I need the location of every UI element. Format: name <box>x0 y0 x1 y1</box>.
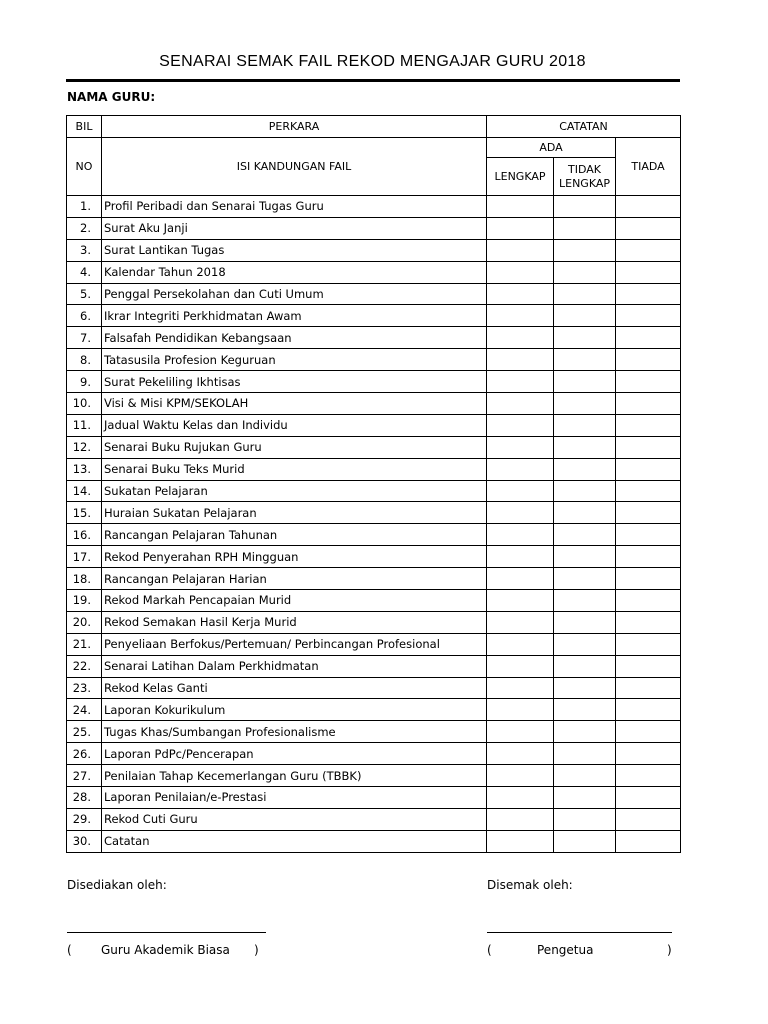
checklist-row <box>67 239 681 261</box>
tidak-lengkap-cell[interactable] <box>554 743 616 765</box>
row-item-text: Senarai Latihan Dalam Perkhidmatan <box>102 655 487 677</box>
header-tiada: TIADA <box>616 138 681 196</box>
row-item-text: Visi & Misi KPM/SEKOLAH <box>102 393 487 415</box>
tidak-lengkap-cell[interactable] <box>554 568 616 590</box>
checklist-row <box>67 546 681 568</box>
row-item-text: Rekod Semakan Hasil Kerja Murid <box>102 611 487 633</box>
tiada-cell[interactable] <box>616 787 681 809</box>
checked-open-paren: ( <box>487 943 492 957</box>
row-item-text: Huraian Sukatan Pelajaran <box>102 502 487 524</box>
checklist-row <box>67 524 681 546</box>
row-item-text: Penggal Persekolahan dan Cuti Umum <box>102 283 487 305</box>
checked-role: Pengetua <box>537 943 594 957</box>
row-number: 2. <box>67 217 102 239</box>
teacher-name-label: NAMA GURU: <box>67 90 156 104</box>
tidak-lengkap-cell[interactable] <box>554 327 616 349</box>
tiada-cell[interactable] <box>616 371 681 393</box>
checklist-row <box>67 217 681 239</box>
checklist-row <box>67 655 681 677</box>
lengkap-cell[interactable] <box>487 436 554 458</box>
tidak-lengkap-cell[interactable] <box>554 655 616 677</box>
row-number: 23. <box>67 677 102 699</box>
row-number: 14. <box>67 480 102 502</box>
row-item-text: Rekod Kelas Ganti <box>102 677 487 699</box>
tidak-lengkap-cell[interactable] <box>554 261 616 283</box>
header-perkara: PERKARA <box>102 116 487 138</box>
tiada-cell[interactable] <box>616 217 681 239</box>
tiada-cell[interactable] <box>616 436 681 458</box>
prepared-open-paren: ( <box>67 943 72 957</box>
lengkap-cell[interactable] <box>487 327 554 349</box>
tidak-lengkap-cell[interactable] <box>554 371 616 393</box>
page-title: SENARAI SEMAK FAIL REKOD MENGAJAR GURU 2018 <box>159 53 586 70</box>
lengkap-cell[interactable] <box>487 743 554 765</box>
tiada-cell[interactable] <box>616 393 681 415</box>
checked-by-label: Disemak oleh: <box>487 878 573 892</box>
row-item-text: Catatan <box>102 830 487 852</box>
lengkap-cell[interactable] <box>487 721 554 743</box>
checklist-row <box>67 721 681 743</box>
lengkap-cell[interactable] <box>487 699 554 721</box>
tiada-cell[interactable] <box>616 414 681 436</box>
row-number: 19. <box>67 590 102 612</box>
tiada-cell[interactable] <box>616 633 681 655</box>
lengkap-cell[interactable] <box>487 590 554 612</box>
row-number: 10. <box>67 393 102 415</box>
checklist-table <box>66 115 681 853</box>
header-isi-kandungan: ISI KANDUNGAN FAIL <box>102 138 487 196</box>
lengkap-cell[interactable] <box>487 283 554 305</box>
row-item-text: Penilaian Tahap Kecemerlangan Guru (TBBK) <box>102 765 487 787</box>
row-number: 22. <box>67 655 102 677</box>
tidak-lengkap-cell[interactable] <box>554 787 616 809</box>
checklist-row <box>67 568 681 590</box>
header-catatan: CATATAN <box>487 116 681 138</box>
row-item-text: Kalendar Tahun 2018 <box>102 261 487 283</box>
header-lengkap: LENGKAP <box>487 158 554 196</box>
checklist-row <box>67 743 681 765</box>
row-item-text: Surat Lantikan Tugas <box>102 239 487 261</box>
checklist-row <box>67 458 681 480</box>
prepared-close-paren: ) <box>254 943 259 957</box>
checklist-row <box>67 414 681 436</box>
lengkap-cell[interactable] <box>487 261 554 283</box>
tiada-cell[interactable] <box>616 502 681 524</box>
row-number: 12. <box>67 436 102 458</box>
tidak-lengkap-cell[interactable] <box>554 677 616 699</box>
row-number: 9. <box>67 371 102 393</box>
tidak-lengkap-cell[interactable] <box>554 830 616 852</box>
row-number: 13. <box>67 458 102 480</box>
tiada-cell[interactable] <box>616 611 681 633</box>
tiada-cell[interactable] <box>616 677 681 699</box>
row-number: 1. <box>67 196 102 218</box>
row-number: 29. <box>67 808 102 830</box>
lengkap-cell[interactable] <box>487 217 554 239</box>
tidak-lengkap-cell[interactable] <box>554 502 616 524</box>
row-number: 5. <box>67 283 102 305</box>
checked-signature-line[interactable] <box>487 932 672 933</box>
checked-close-paren: ) <box>667 943 672 957</box>
row-item-text: Falsafah Pendidikan Kebangsaan <box>102 327 487 349</box>
lengkap-cell[interactable] <box>487 546 554 568</box>
tidak-lengkap-cell[interactable] <box>554 349 616 371</box>
tidak-lengkap-cell[interactable] <box>554 611 616 633</box>
row-item-text: Surat Aku Janji <box>102 217 487 239</box>
header-no: NO <box>67 138 102 196</box>
lengkap-cell[interactable] <box>487 371 554 393</box>
tiada-cell[interactable] <box>616 655 681 677</box>
tidak-lengkap-cell[interactable] <box>554 414 616 436</box>
tiada-cell[interactable] <box>616 699 681 721</box>
header-tidak-lengkap-line1: TIDAK <box>568 162 601 176</box>
tidak-lengkap-cell[interactable] <box>554 305 616 327</box>
row-number: 6. <box>67 305 102 327</box>
tidak-lengkap-cell[interactable] <box>554 436 616 458</box>
checklist-row <box>67 480 681 502</box>
prepared-role: Guru Akademik Biasa <box>101 943 230 957</box>
lengkap-cell[interactable] <box>487 196 554 218</box>
lengkap-cell[interactable] <box>487 655 554 677</box>
row-number: 11. <box>67 414 102 436</box>
tiada-cell[interactable] <box>616 327 681 349</box>
lengkap-cell[interactable] <box>487 765 554 787</box>
checklist-row <box>67 327 681 349</box>
row-number: 16. <box>67 524 102 546</box>
row-item-text: Rekod Markah Pencapaian Murid <box>102 590 487 612</box>
tidak-lengkap-cell[interactable] <box>554 524 616 546</box>
row-number: 26. <box>67 743 102 765</box>
row-number: 24. <box>67 699 102 721</box>
tiada-cell[interactable] <box>616 743 681 765</box>
checklist-row <box>67 261 681 283</box>
row-number: 20. <box>67 611 102 633</box>
tiada-cell[interactable] <box>616 590 681 612</box>
checklist-row <box>67 436 681 458</box>
header-bil: BIL <box>67 116 102 138</box>
checklist-row <box>67 371 681 393</box>
tidak-lengkap-cell[interactable] <box>554 546 616 568</box>
row-number: 25. <box>67 721 102 743</box>
lengkap-cell[interactable] <box>487 830 554 852</box>
tiada-cell[interactable] <box>616 721 681 743</box>
tiada-cell[interactable] <box>616 458 681 480</box>
tidak-lengkap-cell[interactable] <box>554 458 616 480</box>
tiada-cell[interactable] <box>616 305 681 327</box>
row-number: 27. <box>67 765 102 787</box>
row-item-text: Rancangan Pelajaran Tahunan <box>102 524 487 546</box>
lengkap-cell[interactable] <box>487 239 554 261</box>
lengkap-cell[interactable] <box>487 305 554 327</box>
tiada-cell[interactable] <box>616 830 681 852</box>
tiada-cell[interactable] <box>616 546 681 568</box>
header-tidak-lengkap-line2: LENGKAP <box>558 176 610 190</box>
tiada-cell[interactable] <box>616 524 681 546</box>
tiada-cell[interactable] <box>616 765 681 787</box>
row-item-text: Ikrar Integriti Perkhidmatan Awam <box>102 305 487 327</box>
row-number: 18. <box>67 568 102 590</box>
tidak-lengkap-cell[interactable] <box>554 721 616 743</box>
checklist-row <box>67 393 681 415</box>
checklist-row <box>67 765 681 787</box>
checklist-row <box>67 611 681 633</box>
checklist-row <box>67 808 681 830</box>
row-item-text: Rancangan Pelajaran Harian <box>102 568 487 590</box>
checklist-row <box>67 283 681 305</box>
row-item-text: Jadual Waktu Kelas dan Individu <box>102 414 487 436</box>
prepared-signature-line[interactable] <box>67 932 266 933</box>
lengkap-cell[interactable] <box>487 524 554 546</box>
checklist-row <box>67 590 681 612</box>
row-number: 8. <box>67 349 102 371</box>
row-item-text: Laporan Kokurikulum <box>102 699 487 721</box>
tidak-lengkap-cell[interactable] <box>554 393 616 415</box>
tiada-cell[interactable] <box>616 239 681 261</box>
checklist-row <box>67 633 681 655</box>
tiada-cell[interactable] <box>616 808 681 830</box>
tidak-lengkap-cell[interactable] <box>554 590 616 612</box>
checklist-row <box>67 502 681 524</box>
header-ada: ADA <box>487 138 616 158</box>
tiada-cell[interactable] <box>616 283 681 305</box>
header-tidak-lengkap <box>554 158 616 196</box>
lengkap-cell[interactable] <box>487 480 554 502</box>
lengkap-cell[interactable] <box>487 787 554 809</box>
tiada-cell[interactable] <box>616 261 681 283</box>
tidak-lengkap-cell[interactable] <box>554 239 616 261</box>
row-number: 7. <box>67 327 102 349</box>
row-number: 30. <box>67 830 102 852</box>
row-item-text: Sukatan Pelajaran <box>102 480 487 502</box>
tidak-lengkap-cell[interactable] <box>554 633 616 655</box>
row-number: 15. <box>67 502 102 524</box>
row-number: 3. <box>67 239 102 261</box>
row-item-text: Penyeliaan Berfokus/Pertemuan/ Perbincangan Profesional <box>102 633 487 655</box>
row-item-text: Rekod Penyerahan RPH Mingguan <box>102 546 487 568</box>
tidak-lengkap-cell[interactable] <box>554 480 616 502</box>
tidak-lengkap-cell[interactable] <box>554 283 616 305</box>
title-underline <box>66 79 680 82</box>
lengkap-cell[interactable] <box>487 677 554 699</box>
lengkap-cell[interactable] <box>487 611 554 633</box>
tidak-lengkap-cell[interactable] <box>554 217 616 239</box>
lengkap-cell[interactable] <box>487 458 554 480</box>
checklist-row <box>67 830 681 852</box>
tidak-lengkap-cell[interactable] <box>554 765 616 787</box>
tiada-cell[interactable] <box>616 568 681 590</box>
row-number: 28. <box>67 787 102 809</box>
lengkap-cell[interactable] <box>487 633 554 655</box>
row-item-text: Tugas Khas/Sumbangan Profesionalisme <box>102 721 487 743</box>
tidak-lengkap-cell[interactable] <box>554 808 616 830</box>
row-number: 4. <box>67 261 102 283</box>
checklist-row <box>67 677 681 699</box>
lengkap-cell[interactable] <box>487 808 554 830</box>
tidak-lengkap-cell[interactable] <box>554 699 616 721</box>
tiada-cell[interactable] <box>616 196 681 218</box>
tiada-cell[interactable] <box>616 349 681 371</box>
tiada-cell[interactable] <box>616 480 681 502</box>
checklist-row <box>67 305 681 327</box>
lengkap-cell[interactable] <box>487 568 554 590</box>
row-number: 21. <box>67 633 102 655</box>
lengkap-cell[interactable] <box>487 393 554 415</box>
lengkap-cell[interactable] <box>487 502 554 524</box>
row-item-text: Surat Pekeliling Ikhtisas <box>102 371 487 393</box>
tidak-lengkap-cell[interactable] <box>554 196 616 218</box>
prepared-by-label: Disediakan oleh: <box>67 878 167 892</box>
checklist-row <box>67 699 681 721</box>
checklist-row <box>67 196 681 218</box>
row-item-text: Profil Peribadi dan Senarai Tugas Guru <box>102 196 487 218</box>
row-item-text: Laporan PdPc/Pencerapan <box>102 743 487 765</box>
checklist-row <box>67 349 681 371</box>
row-item-text: Tatasusila Profesion Keguruan <box>102 349 487 371</box>
row-item-text: Rekod Cuti Guru <box>102 808 487 830</box>
row-number: 17. <box>67 546 102 568</box>
row-item-text: Senarai Buku Rujukan Guru <box>102 436 487 458</box>
row-item-text: Laporan Penilaian/e-Prestasi <box>102 787 487 809</box>
row-item-text: Senarai Buku Teks Murid <box>102 458 487 480</box>
lengkap-cell[interactable] <box>487 349 554 371</box>
lengkap-cell[interactable] <box>487 414 554 436</box>
checklist-row <box>67 787 681 809</box>
